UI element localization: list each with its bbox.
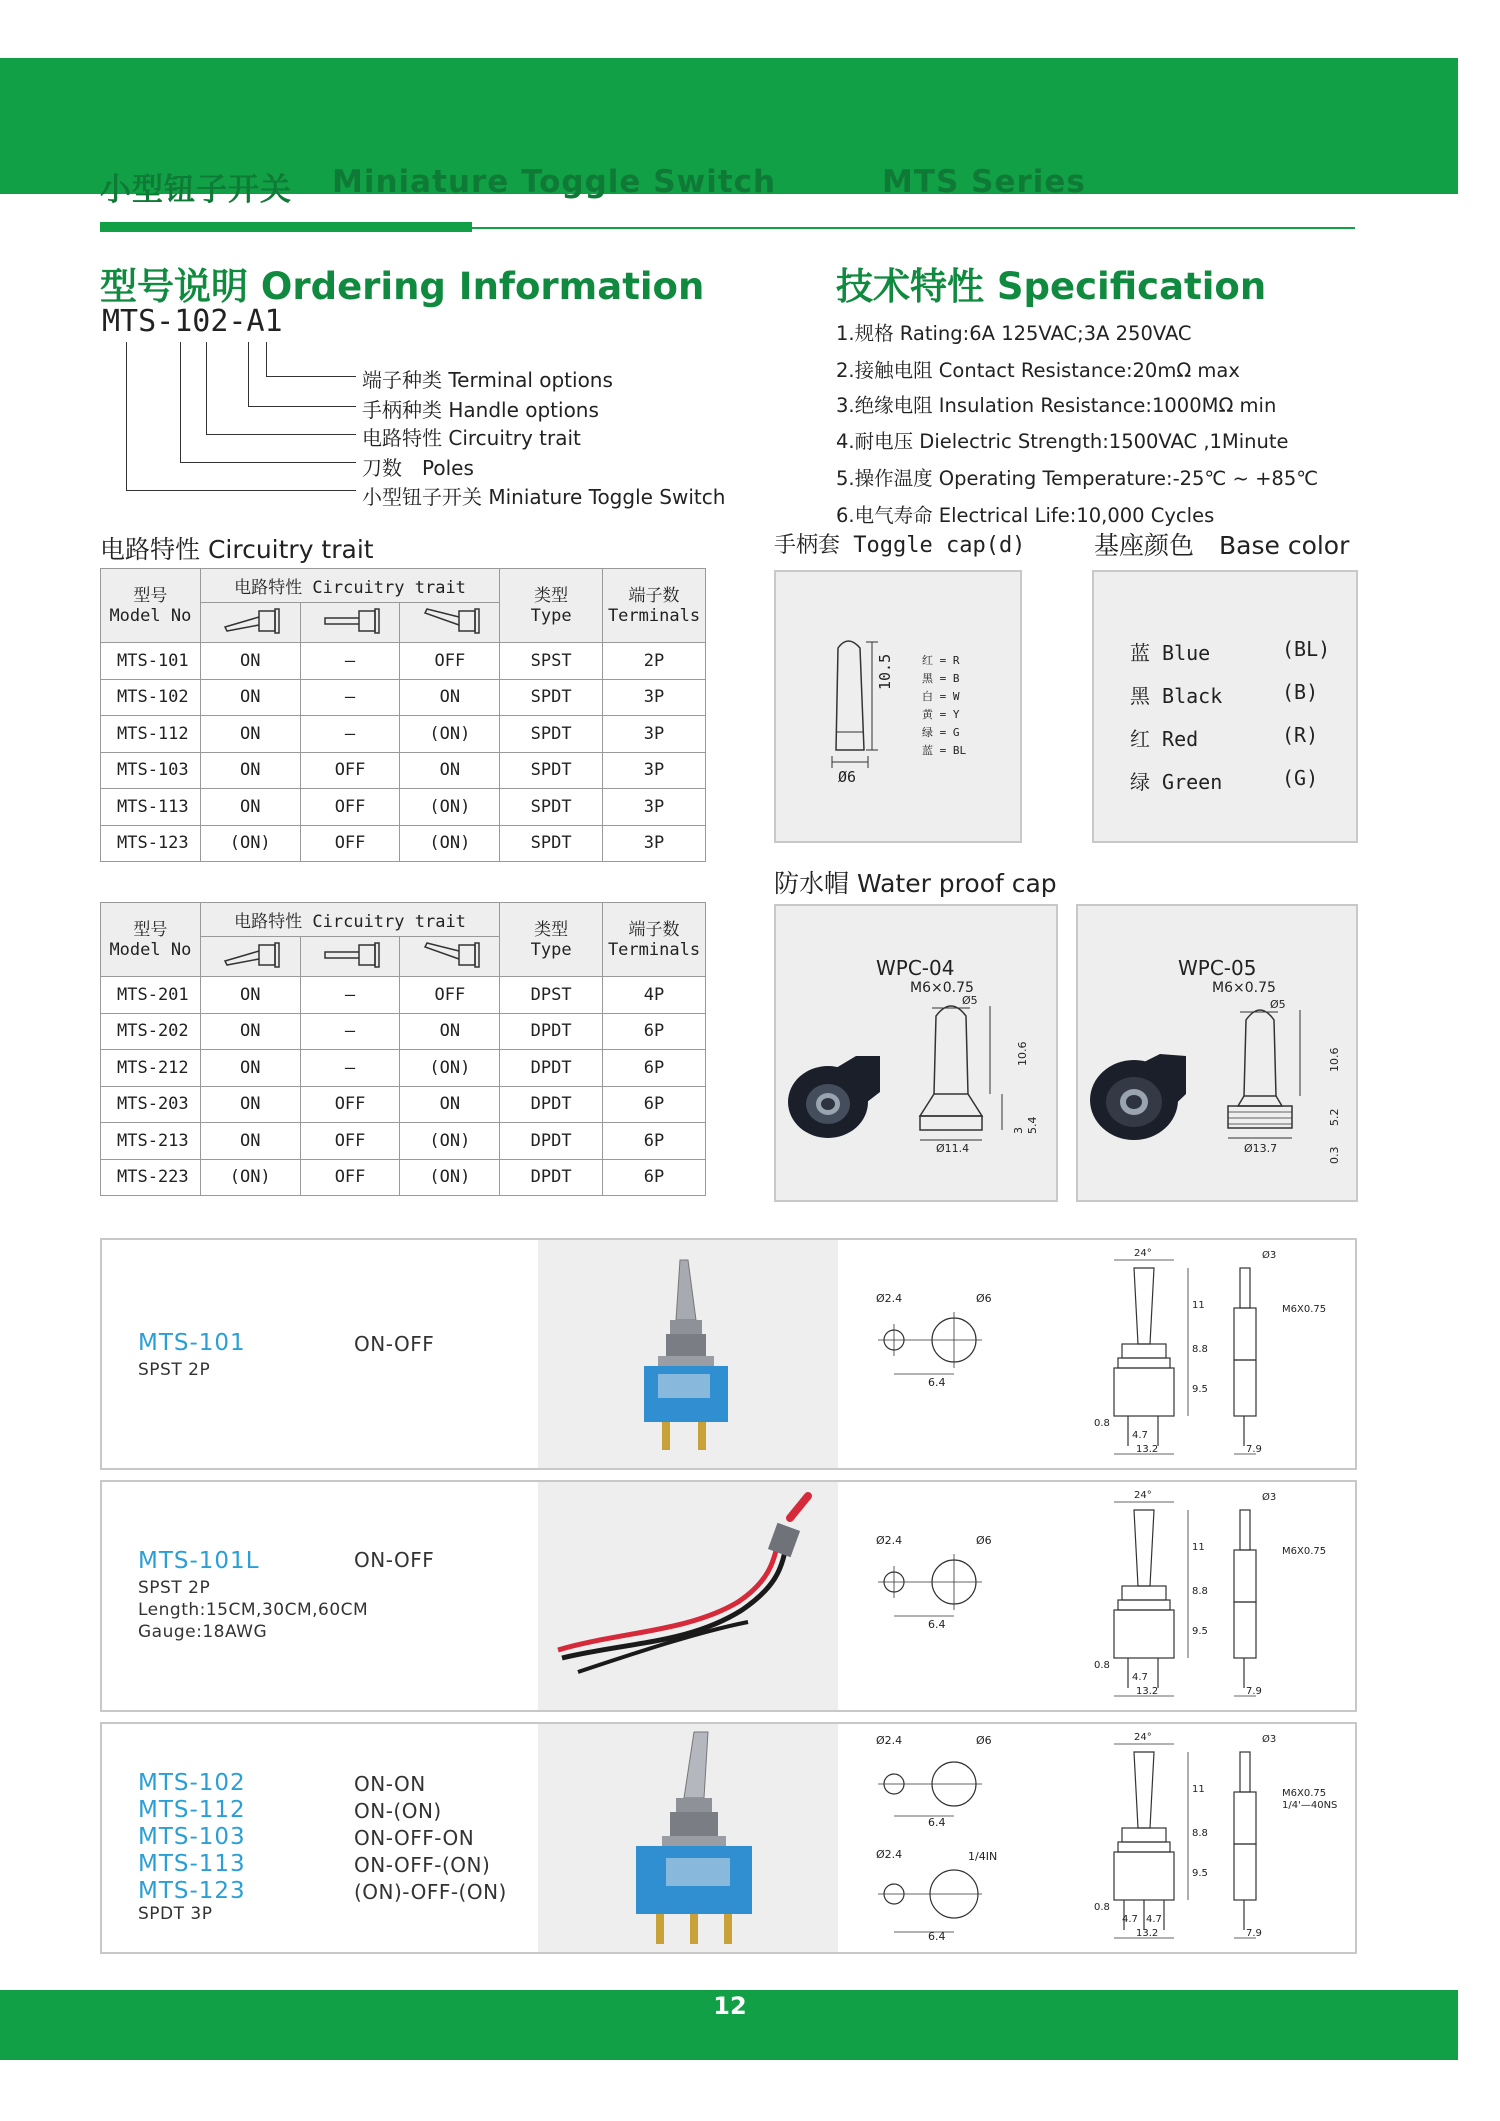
header-cn-title: 小型钮子开关 (100, 172, 292, 208)
cap-height-label: 10.5 (876, 653, 894, 690)
spec-dielectric: 4.耐电压 Dielectric Strength:1500VAC ,1Minute (836, 430, 1289, 453)
header-en-title: Miniature Toggle Switch (332, 164, 777, 200)
tree-line (248, 342, 249, 406)
header-series: MTS Series (882, 164, 1086, 200)
base-color-black-code: (B) (1282, 680, 1319, 704)
cap-diameter-label: Ø6 (838, 768, 857, 786)
waterproof-box-2 (1076, 904, 1358, 1202)
drawing-d24: Ø2.4 (876, 1734, 903, 1747)
header-trait: 电路特性 Circuitry trait (200, 903, 500, 937)
product-function: (ON)-OFF-(ON) (354, 1880, 507, 1904)
tree-line (126, 342, 127, 490)
wpc-05-h2: 5.2 (1328, 1108, 1341, 1126)
drawing-h95: 9.5 (1192, 1384, 1208, 1395)
drawing-h95: 9.5 (1192, 1626, 1208, 1637)
header-terminals: 端子数 Terminals (603, 569, 706, 643)
drawing-d6: Ø6 (976, 1734, 992, 1747)
drawing-w132: 13.2 (1136, 1686, 1159, 1697)
wpc-05-d-base: Ø13.7 (1244, 1142, 1278, 1155)
product-function: ON-ON (354, 1772, 426, 1796)
dimension-drawing (1094, 1732, 1334, 1944)
wpc-04-h3: 3 (1012, 1127, 1025, 1134)
product-mts-101l (100, 1480, 1357, 1712)
drawing-h11: 11 (1192, 1300, 1205, 1311)
drawing-d24: Ø2.4 (876, 1534, 903, 1547)
toggle-left-icon (200, 937, 300, 977)
product-function: ON-OFF (354, 1548, 435, 1572)
table-row: MTS-112 ON — (ON) SPDT 3P (101, 716, 706, 753)
drawing-h88: 8.8 (1192, 1828, 1208, 1839)
toggle-cap-title: 手柄套 Toggle cap(d) (774, 533, 1026, 558)
table-row: MTS-213 ON OFF (ON) DPDT 6P (101, 1123, 706, 1160)
header-type: 类型 Type (500, 903, 603, 977)
panel-cutout-drawing (864, 1270, 994, 1410)
drawing-h95: 9.5 (1192, 1868, 1208, 1879)
drawing-d24: Ø2.4 (876, 1292, 903, 1305)
product-model: MTS-113 (138, 1851, 246, 1877)
table-row: MTS-203 ON OFF ON DPDT 6P (101, 1086, 706, 1123)
tree-line (248, 406, 356, 407)
drawing-h11: 11 (1192, 1542, 1205, 1553)
product-photo (538, 1240, 838, 1468)
tree-line (180, 462, 356, 463)
base-color-blue-code: (BL) (1282, 637, 1331, 661)
wpc-05-h1: 10.6 (1328, 1047, 1341, 1072)
drawing-w47: 4.7 (1132, 1672, 1148, 1683)
wpc-05-d-top: Ø5 (1270, 998, 1286, 1011)
wpc-04-d-top: Ø5 (962, 994, 978, 1007)
drawing-h11: 11 (1192, 1784, 1205, 1795)
drawing-angle: 24° (1134, 1490, 1152, 1501)
drawing-w64: 6.4 (928, 1816, 946, 1829)
wpc-04-thread: M6×0.75 (910, 980, 974, 996)
wpc-04-d-base: Ø11.4 (936, 1142, 970, 1155)
spec-temperature: 5.操作温度 Operating Temperature:-25℃ ~ +85℃ (836, 467, 1319, 490)
toggle-center-icon (300, 603, 400, 643)
product-model: MTS-103 (138, 1824, 246, 1850)
wpc-04-drawing (776, 906, 1056, 1200)
base-color-black: 黑 Black (1130, 684, 1223, 708)
drawing-w64: 6.4 (928, 1618, 946, 1631)
toggle-switch-photo (538, 1724, 838, 1952)
drawing-w64: 6.4 (928, 1930, 946, 1943)
spec-insulation: 3.绝缘电阻 Insulation Resistance:1000MΩ min (836, 394, 1277, 417)
tree-line (126, 490, 356, 491)
circuitry-table-2 (100, 902, 706, 1196)
drawing-h88: 8.8 (1192, 1586, 1208, 1597)
spec-rating: 1.规格 Rating:6A 125VAC;3A 250VAC (836, 322, 1192, 345)
waterproof-title: 防水帽 Water proof cap (774, 869, 1057, 898)
drawing-w132: 13.2 (1136, 1444, 1159, 1455)
drawing-d3: Ø3 (1262, 1250, 1277, 1261)
product-detail: SPST 2P (138, 1578, 211, 1598)
page-number: 12 (713, 1992, 747, 2020)
ordering-title: 型号说明 Ordering Information (100, 265, 705, 308)
wired-switch-photo (538, 1482, 838, 1710)
drawing-w08: 0.8 (1094, 1902, 1110, 1913)
tree-line (206, 434, 356, 435)
base-color-blue: 蓝 Blue (1130, 641, 1211, 665)
header-model: 型号 Model No (101, 903, 201, 977)
drawing-w08: 0.8 (1094, 1660, 1110, 1671)
base-color-red: 红 Red (1130, 727, 1199, 751)
toggle-switch-photo (538, 1240, 838, 1468)
product-function: ON-OFF-ON (354, 1826, 475, 1850)
panel-cutout-drawing (864, 1512, 994, 1652)
wpc-05-h3: 0.3 (1328, 1146, 1341, 1164)
header-trait: 电路特性 Circuitry trait (200, 569, 500, 603)
circuitry-title: 电路特性 Circuitry trait (100, 535, 374, 564)
waterproof-box-1 (774, 904, 1058, 1202)
ordering-label-switch: 小型钮子开关 Miniature Toggle Switch (362, 485, 726, 509)
spec-life: 6.电气寿命 Electrical Life:10,000 Cycles (836, 504, 1215, 527)
tree-line (206, 342, 207, 434)
product-mts-102-series (100, 1722, 1357, 1954)
base-color-green: 绿 Green (1130, 770, 1223, 794)
drawing-w47: 4.7 (1132, 1430, 1148, 1441)
product-function: ON-OFF-(ON) (354, 1853, 491, 1877)
ordering-label-poles: 刀数 Poles (362, 456, 474, 480)
wpc-05-drawing (1078, 906, 1356, 1200)
table-row: MTS-113 ON OFF (ON) SPDT 3P (101, 789, 706, 826)
product-model: MTS-101L (138, 1548, 260, 1574)
product-detail: SPDT 3P (138, 1904, 213, 1924)
product-model: MTS-102 (138, 1770, 246, 1796)
ordering-label-circuitry: 电路特性 Circuitry trait (362, 426, 581, 450)
table-row: MTS-223 (ON) OFF (ON) DPDT 6P (101, 1159, 706, 1196)
wpc-04-name: WPC-04 (876, 956, 955, 980)
drawing-d6: Ø6 (976, 1534, 992, 1547)
cap-color-legend: 红 = R 黑 = B 白 = W 黄 = Y 绿 = G 蓝 = BL (922, 654, 967, 757)
drawing-w79: 7.9 (1246, 1444, 1262, 1455)
table-row: MTS-101 ON — OFF SPST 2P (101, 643, 706, 680)
dimension-drawing (1094, 1248, 1334, 1460)
drawing-thread: M6X0.75 (1282, 1788, 1327, 1799)
product-function: ON-OFF (354, 1332, 435, 1356)
drawing-angle: 24° (1134, 1732, 1152, 1743)
product-length: Length:15CM,30CM,60CM (138, 1600, 369, 1620)
product-detail: SPST 2P (138, 1360, 211, 1380)
base-color-title: 基座颜色 Base color (1094, 531, 1350, 560)
panel-cutout-drawing (864, 1728, 994, 1948)
toggle-center-icon (300, 937, 400, 977)
header-terminals: 端子数 Terminals (603, 903, 706, 977)
tree-line (266, 376, 356, 377)
toggle-cap-drawing (776, 572, 1020, 841)
circuitry-table-1 (100, 568, 706, 862)
drawing-h88: 8.8 (1192, 1344, 1208, 1355)
drawing-d6: Ø6 (976, 1292, 992, 1305)
table-row: MTS-212 ON — (ON) DPDT 6P (101, 1050, 706, 1087)
table-row: MTS-103 ON OFF ON SPDT 3P (101, 752, 706, 789)
wpc-05-thread: M6×0.75 (1212, 980, 1276, 996)
drawing-w47: 4.7 (1146, 1914, 1162, 1925)
table-row: MTS-201 ON — OFF DPST 4P (101, 977, 706, 1014)
toggle-cap-box (774, 570, 1022, 843)
table-row: MTS-202 ON — ON DPDT 6P (101, 1013, 706, 1050)
drawing-w47: 4.7 (1122, 1914, 1138, 1925)
tree-line (266, 342, 267, 376)
specification-title: 技术特性 Specification (836, 265, 1267, 308)
wpc-05-name: WPC-05 (1178, 956, 1257, 980)
header-type: 类型 Type (500, 569, 603, 643)
drawing-thread-2: 1/4'—40NS (1282, 1800, 1338, 1811)
product-gauge: Gauge:18AWG (138, 1622, 268, 1642)
product-model: MTS-101 (138, 1330, 246, 1356)
product-photo (538, 1724, 838, 1952)
dimension-drawing (1094, 1490, 1334, 1702)
drawing-w132: 13.2 (1136, 1928, 1159, 1939)
table-row: MTS-123 (ON) OFF (ON) SPDT 3P (101, 825, 706, 862)
ordering-model-code: MTS-102-A1 (102, 304, 283, 339)
drawing-w64: 6.4 (928, 1376, 946, 1389)
toggle-right-icon (400, 603, 500, 643)
product-function: ON-(ON) (354, 1799, 442, 1823)
table-row: MTS-102 ON — ON SPDT 3P (101, 679, 706, 716)
wpc-04-h1: 10.6 (1016, 1041, 1029, 1066)
wpc-04-h2: 5.4 (1026, 1116, 1039, 1134)
drawing-angle: 24° (1134, 1248, 1152, 1259)
drawing-d3: Ø3 (1262, 1734, 1277, 1745)
base-color-red-code: (R) (1282, 723, 1319, 747)
tree-line (180, 342, 181, 462)
toggle-right-icon (400, 937, 500, 977)
header-model: 型号 Model No (101, 569, 201, 643)
drawing-w79: 7.9 (1246, 1928, 1262, 1939)
product-mts-101 (100, 1238, 1357, 1470)
header-rule-accent (100, 222, 472, 232)
drawing-w08: 0.8 (1094, 1418, 1110, 1429)
product-model: MTS-123 (138, 1878, 246, 1904)
drawing-w79: 7.9 (1246, 1686, 1262, 1697)
drawing-quarter: 1/4IN (968, 1850, 998, 1863)
drawing-thread: M6X0.75 (1282, 1304, 1327, 1315)
drawing-thread: M6X0.75 (1282, 1546, 1327, 1557)
toggle-left-icon (200, 603, 300, 643)
spec-contact-resistance: 2.接触电阻 Contact Resistance:20mΩ max (836, 359, 1240, 382)
base-color-green-code: (G) (1282, 766, 1319, 790)
ordering-label-handle: 手柄种类 Handle options (362, 398, 599, 422)
ordering-label-terminal: 端子种类 Terminal options (362, 368, 613, 392)
drawing-d24: Ø2.4 (876, 1848, 903, 1861)
drawing-d3: Ø3 (1262, 1492, 1277, 1503)
product-photo (538, 1482, 838, 1710)
product-model: MTS-112 (138, 1797, 246, 1823)
